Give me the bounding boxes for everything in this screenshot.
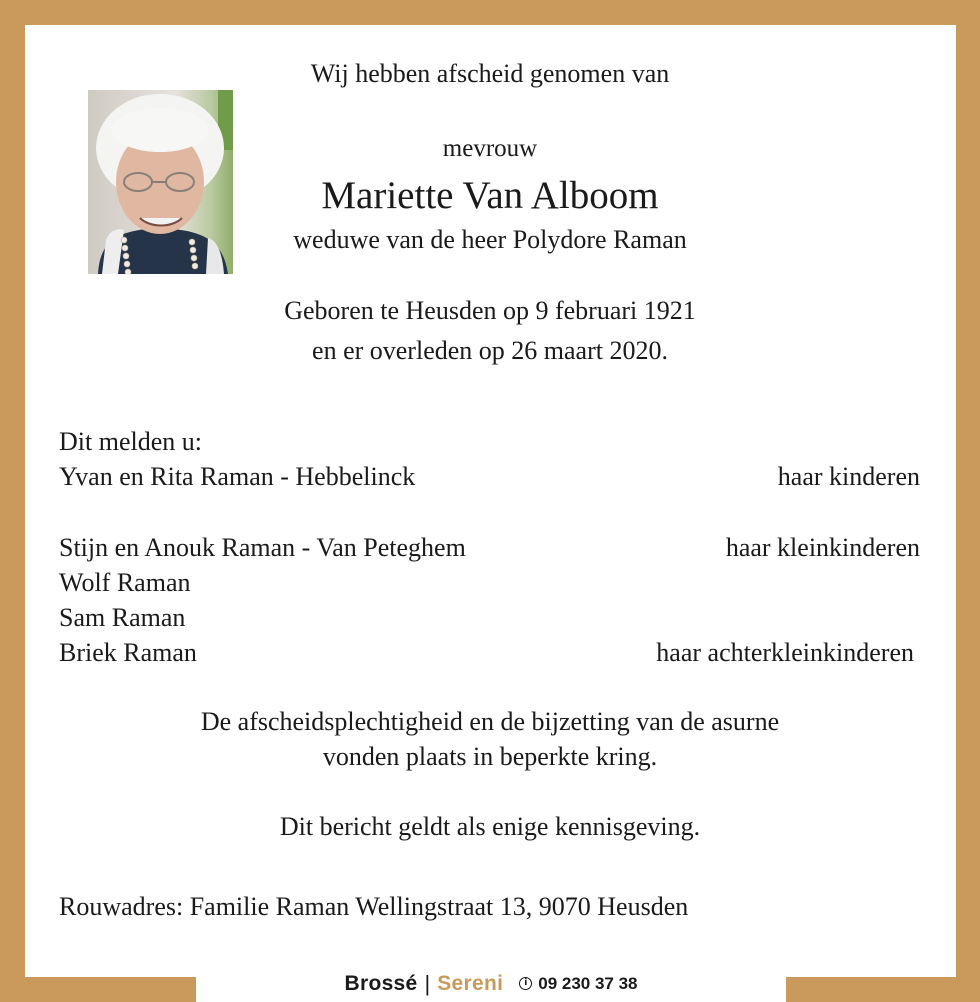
- announce-text: Dit melden u:: [59, 427, 202, 456]
- phone-number: 09 230 37 38: [538, 973, 638, 993]
- death-line: en er overleden op 26 maart 2020.: [312, 336, 668, 365]
- family-relation: haar kinderen: [777, 462, 920, 491]
- family-name: Sam Raman: [59, 603, 186, 632]
- brand-brosse: Brossé: [344, 971, 418, 995]
- family-name: Stijn en Anouk Raman - Van Peteghem: [59, 533, 466, 562]
- footer-bar: [196, 965, 786, 1002]
- ceremony-line-2: vonden plaats in beperkte kring.: [322, 742, 658, 771]
- title-prefix: mevrouw: [442, 135, 538, 162]
- family-relation: haar achterkleinkinderen: [656, 638, 914, 667]
- family-name: Briek Raman: [59, 638, 197, 667]
- brand-separator: |: [424, 970, 431, 996]
- brand-sereni: Sereni: [437, 971, 504, 995]
- notice-text: Dit bericht geldt als enige kennisgeving.: [279, 812, 701, 841]
- intro-text: Wij hebben afscheid genomen van: [310, 59, 670, 88]
- family-name: Wolf Raman: [59, 568, 191, 597]
- ceremony-line-1: De afscheidsplechtigheid en de bijzetting van de asurne: [200, 707, 780, 736]
- mourning-address: Rouwadres: Familie Raman Wellingstraat 13, 9070 Heusden: [59, 892, 689, 921]
- family-name: Yvan en Rita Raman - Hebbelinck: [59, 462, 416, 491]
- deceased-name: Mariette Van Alboom: [321, 174, 659, 217]
- family-relation: haar kleinkinderen: [725, 533, 920, 562]
- birth-line: Geboren te Heusden op 9 februari 1921: [284, 296, 696, 325]
- spouse-line: weduwe van de heer Polydore Raman: [293, 225, 687, 254]
- phone-number-group: [519, 974, 637, 994]
- info-icon: i: [519, 977, 532, 990]
